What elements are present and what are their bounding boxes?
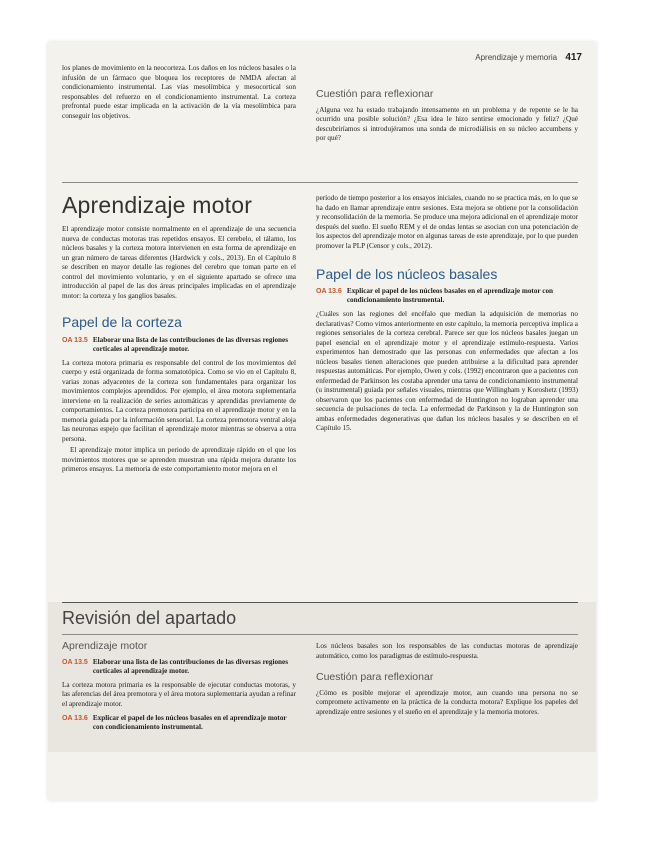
- continuation-paragraph: período de tiempo posterior a los ensayos iniciales, cuando no se practica más, en lo que se ha dado en llamar aprendizaje entre sesiones. Esta mejora se obtiene por la consolidación y reconsolidación de la memoria. Se produce una mejora adicional en el aprendizaje motor después del sueño. El sueño REM y el de ondas lentas se asocian con una potenciación de los aspectos del aprendizaje motor en algunas tareas de este aprendizaje, por lo que pueden promover la PLP (Censor y cols., 2012).: [316, 194, 578, 250]
- reflexion-top-title: Cuestión para reflexionar: [316, 88, 434, 100]
- objective-code: OA 13.6: [62, 715, 88, 723]
- objective-text: Elaborar una lista de las contribuciones de las diversas regiones corticales al aprendizaje motor.: [92, 335, 289, 353]
- objective-text: Explicar el papel de los núcleos basales en el aprendizaje motor con condicionamiento instrumental.: [346, 287, 554, 305]
- review-objective-13-6: [62, 714, 296, 732]
- review-reflexion-title: Cuestión para reflexionar: [316, 671, 434, 683]
- objective-text: Elaborar una lista de las contribuciones de las diversas regiones corticales al aprendizaje motor.: [92, 657, 289, 675]
- corteza-paragraph-2: El aprendizaje motor implica un periodo de aprendizaje rápido en el que los movimientos motores que se aprenden muestran una rápida mejora durante los primeros ensayos. La memoria de este comportamiento motor mejora en el: [62, 446, 296, 474]
- basales-paragraph: ¿Cuáles son las regiones del encéfalo que median la adquisición de memorias no declarativas? Como vimos anteriormente en este capítulo, la memoria perceptiva implica a regiones sensoriales de la corteza cerebral. Parece ser que los núcleos basales juegan un papel esencial en el aprendizaje motor y el aprendizaje estímulo-respuesta. Varios experimentos han demostrado que las personas con enfermedades que afectan a los núcleos basales tienen alteraciones que pueden atribuirse a la dificultad para aprender respuestas automáticas. Por ejemplo, Owen y cols. (1992) encontraron que a pacientes con enfermedad de Parkinson les costaba aprender una tarea de condicionamiento instrumental (u instrumental) guiada por señales visuales, mientras que Willingham y Koroshetz (1993) observaron que los pacientes con enfermedad de Huntington no lograban aprender una secuencia de pulsaciones de tecla. La enfermedad de Parkinson y la de Huntington son ambas enfermedades degenerativas que dañan los núcleos basales y se describen en el Capítulo 15.: [316, 310, 578, 433]
- intro-paragraph: los planes de movimiento en la neocorteza. Los daños en los núcleos basales o la infusión de un fármaco que bloquea los receptores de NMDA afectan al condicionamiento instrumental. Las vías mesolímbica y mesocortical son responsables del refuerzo en el condicionamiento instrumental. La corteza prefrontal puede estar implicada en la activación de la vía mesolímbica para conseguir los objetivos.: [62, 64, 296, 120]
- objective-13-6: [316, 287, 578, 305]
- objective-13-5: [62, 336, 296, 354]
- book-page: [48, 42, 596, 800]
- review-objective-13-5: [62, 658, 296, 676]
- review-reflexion-text: ¿Cómo es posible mejorar el aprendizaje motor, aun cuando una persona no se compromete activamente en la práctica de la conducta motora? Explique los papeles del aprendizaje entre sesiones y el sueño en el aprendizaje y la memoria motores.: [316, 688, 578, 716]
- section-title-motor: Aprendizaje motor: [62, 192, 253, 218]
- objective-code: OA 13.6: [316, 288, 342, 296]
- right-column: [316, 194, 578, 436]
- motor-paragraph: El aprendizaje motor consiste normalmente en el aprendizaje de una secuencia nueva de conductas motoras tras repetidos ensayos. El cerebelo, el tálamo, los núcleos basales y la corteza motora intervienen en esta forma de aprendizaje en un gran número de tareas diferentes (Hardwick y cols., 2013). En el Capítulo 8 se describen en mayor detalle las regiones del cerebro que toman parte en el control del movimiento voluntario, y en el siguiente apartado se ofrece una introducción al papel de las dos áreas principales implicadas en el aprendizaje motor: la corteza y los ganglios basales.: [62, 225, 296, 300]
- objective-text: Explicar el papel de los núcleos basales en el aprendizaje motor con condicionamiento instrumental.: [92, 714, 287, 732]
- review-rule: [62, 634, 578, 635]
- corteza-paragraph-1: La corteza motora primaria es responsable del control de los movimientos del cuerpo y está organizada de forma somatotópica. Como se vio en el Capítulo 8, varias zonas adyacentes de la corteza son fundamentales para organizar los movimientos complejos aprendidos. Por ejemplo, el área motora suplementaria interviene en la realización de series automáticas y aprendidas previamente de comportamientos. La corteza premotora participa en el aprendizaje motor y en la memoria guiada por la información sensorial. La corteza premotora ventral aloja las neuronas espejo que facilitan el aprendizaje motor mientras se observa a otra persona.: [62, 358, 296, 443]
- review-summary-2: Los núcleos basales son los responsables de las conductas motoras de aprendizaje automático, como los paradigmas de estímulo-respuesta.: [316, 642, 578, 660]
- objective-code: OA 13.5: [62, 336, 88, 344]
- review-left: [62, 640, 296, 737]
- review-rule-top: [62, 602, 578, 603]
- review-title: Revisión del apartado: [62, 608, 237, 628]
- objective-code: OA 13.5: [62, 658, 88, 666]
- left-column: [62, 190, 296, 477]
- section-review: [48, 602, 596, 752]
- review-summary-1: La corteza motora primaria es la responsable de ejecutar conductas motoras, y las aferencias del área premotora y el área motora suplementaria ayudan a refinar el aprendizaje motor.: [62, 680, 296, 708]
- running-title: Aprendizaje y memoria: [475, 53, 558, 62]
- review-subtitle: Aprendizaje motor: [62, 640, 148, 652]
- running-header: [475, 52, 582, 63]
- reflexion-top-text: ¿Alguna vez ha estado trabajando intensamente en un problema y de repente se le ha ocurrido una posible solución? ¿Esa idea le hizo sentirse emocionado y feliz? ¿Qué descubriríamos si introdujéramos una sonda de microdiálisis en su núcleo accumbens y por qué?: [316, 105, 578, 143]
- section-title-corteza: Papel de la corteza: [62, 314, 182, 331]
- page-number: 417: [565, 52, 582, 63]
- review-right: [316, 642, 578, 719]
- reflexion-top: [316, 88, 578, 146]
- divider-top: [62, 182, 578, 183]
- intro-column: [62, 64, 296, 123]
- section-title-basales: Papel de los núcleos basales: [316, 266, 498, 282]
